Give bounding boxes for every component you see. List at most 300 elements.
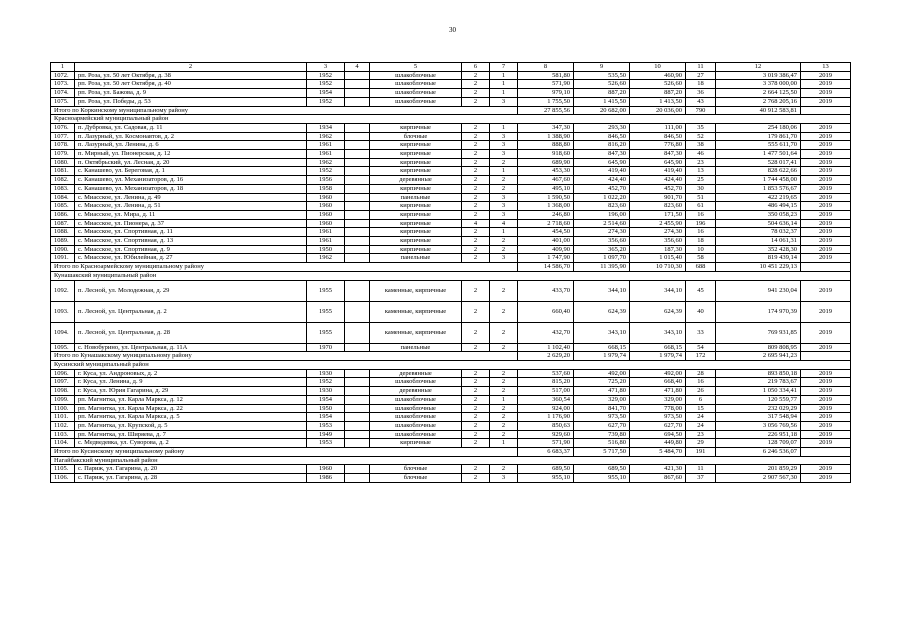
header-cell: 10	[630, 63, 686, 72]
table-cell: 2019	[801, 322, 851, 343]
table-cell: 2019	[801, 301, 851, 322]
table-cell: 1104.	[51, 439, 75, 448]
table-cell: 24	[686, 421, 716, 430]
total-cell: 40 912 583,81	[716, 106, 801, 115]
table-row	[51, 413, 851, 422]
table-cell: 4	[490, 219, 518, 228]
table-cell: 2	[490, 413, 518, 422]
table-cell: 2	[462, 322, 490, 343]
table-cell: 1961	[307, 150, 345, 159]
table-cell: 2019	[801, 176, 851, 185]
table-cell: шлакоблочные	[370, 80, 462, 89]
table-cell: 452,70	[630, 184, 686, 193]
table-cell: кирпичные	[370, 219, 462, 228]
table-cell: 179 861,70	[716, 132, 801, 141]
table-cell: 1960	[307, 193, 345, 202]
table-cell: 979,10	[518, 89, 574, 98]
table-cell: кирпичные	[370, 245, 462, 254]
header-cell: 3	[307, 63, 345, 72]
total-cell: 1 979,74	[574, 352, 630, 361]
table-cell: 645,90	[574, 158, 630, 167]
table-row	[51, 132, 851, 141]
header-cell: 9	[574, 63, 630, 72]
table-cell: 467,60	[518, 176, 574, 185]
table-cell: 668,40	[630, 378, 686, 387]
table-cell	[345, 254, 370, 263]
table-cell: 1955	[307, 322, 345, 343]
table-cell: 2019	[801, 254, 851, 263]
table-cell: 2019	[801, 395, 851, 404]
table-row	[51, 254, 851, 263]
table-cell: 2	[462, 343, 490, 352]
total-cell	[801, 106, 851, 115]
table-cell: 1097.	[51, 378, 75, 387]
table-cell: 2	[490, 387, 518, 396]
total-cell: 10 710,30	[630, 263, 686, 272]
table-cell: 973,50	[574, 413, 630, 422]
table-cell: 1961	[307, 141, 345, 150]
table-cell: 1 022,20	[574, 193, 630, 202]
table-cell: рп. Магнитка, ул. Ширяева, д. 7	[75, 430, 307, 439]
table-row	[51, 176, 851, 185]
table-cell: 1	[490, 123, 518, 132]
table-cell: 16	[686, 378, 716, 387]
table-cell: с. Миасское, ул. Спортивная, д. 9	[75, 245, 307, 254]
total-cell: 5 484,70	[630, 448, 686, 457]
table-cell: 196,00	[574, 210, 630, 219]
table-cell: шлакоблочные	[370, 395, 462, 404]
table-cell	[345, 123, 370, 132]
table-cell: с. Миасское, ул. Ленина, д. 51	[75, 202, 307, 211]
table-cell: 1	[490, 228, 518, 237]
table-cell: 495,10	[518, 184, 574, 193]
table-row	[51, 280, 851, 301]
table-cell: с. Канашево, ул. Механизаторов, д. 18	[75, 184, 307, 193]
table-row	[51, 237, 851, 246]
table-cell: 1	[490, 439, 518, 448]
table-cell: 1 102,40	[518, 343, 574, 352]
table-cell: 2	[462, 132, 490, 141]
table-cell: деревянные	[370, 176, 462, 185]
table-cell	[345, 404, 370, 413]
table-cell: 555 611,70	[716, 141, 801, 150]
table-cell	[345, 245, 370, 254]
table-cell: г. Куса, ул. Ленина, д. 9	[75, 378, 307, 387]
table-cell: 1082.	[51, 176, 75, 185]
table-cell: 1 050 334,41	[716, 387, 801, 396]
table-cell: 2019	[801, 474, 851, 483]
table-cell: 2019	[801, 237, 851, 246]
table-cell: 2 768 205,16	[716, 97, 801, 106]
table-cell: 1 097,70	[574, 254, 630, 263]
table-cell: 1079.	[51, 150, 75, 159]
total-cell: 172	[686, 352, 716, 361]
table-cell: 1	[490, 167, 518, 176]
table-cell: 33	[686, 322, 716, 343]
table-row	[51, 210, 851, 219]
table-cell	[345, 176, 370, 185]
total-cell: 20 682,00	[574, 106, 630, 115]
table-cell: 1099.	[51, 395, 75, 404]
table-cell: 128 709,07	[716, 439, 801, 448]
total-cell: 6 246 536,07	[716, 448, 801, 457]
table-cell: 6	[686, 395, 716, 404]
table-cell: 504 636,14	[716, 219, 801, 228]
table-row	[51, 123, 851, 132]
table-cell: 537,60	[518, 369, 574, 378]
table-cell: 2019	[801, 158, 851, 167]
table-cell: 2	[462, 150, 490, 159]
table-cell: 35	[686, 123, 716, 132]
table-cell: 15	[686, 404, 716, 413]
table-cell: 2	[462, 193, 490, 202]
table-cell: 816,20	[574, 141, 630, 150]
table-cell: 1090.	[51, 245, 75, 254]
total-cell: 1 979,74	[630, 352, 686, 361]
table-cell: 343,10	[630, 322, 686, 343]
table-row	[51, 421, 851, 430]
table-cell: рп. Роза, ул. Бажова, д. 9	[75, 89, 307, 98]
table-cell	[345, 430, 370, 439]
table-cell: 2	[490, 404, 518, 413]
table-cell: 2	[490, 158, 518, 167]
table-cell: 1	[490, 395, 518, 404]
table-cell: 1 590,50	[518, 193, 574, 202]
table-cell: 2	[462, 228, 490, 237]
table-cell: 422 219,65	[716, 193, 801, 202]
table-cell: 624,39	[630, 301, 686, 322]
table-cell: 924,00	[518, 404, 574, 413]
table-cell: 624,39	[574, 301, 630, 322]
table-cell: 2	[462, 378, 490, 387]
total-cell: 790	[686, 106, 716, 115]
table-cell: 2019	[801, 97, 851, 106]
table-cell	[345, 89, 370, 98]
header-cell: 6	[462, 63, 490, 72]
table-cell: кирпичные	[370, 150, 462, 159]
table-cell: 454,50	[518, 228, 574, 237]
total-cell	[801, 448, 851, 457]
total-row	[51, 352, 851, 361]
table-cell: г. Куса, ул. Андроновых, д. 2	[75, 369, 307, 378]
table-cell: 1 477 501,64	[716, 150, 801, 159]
table-cell: 2019	[801, 184, 851, 193]
table-cell: 174 970,39	[716, 301, 801, 322]
table-cell: 2	[462, 430, 490, 439]
table-cell: 2 907 567,30	[716, 474, 801, 483]
table-cell: 23	[686, 430, 716, 439]
table-cell: 1955	[307, 301, 345, 322]
table-cell: 1960	[307, 219, 345, 228]
table-cell: 2 455,90	[630, 219, 686, 228]
table-cell: 78 032,37	[716, 228, 801, 237]
table-cell: 419,40	[630, 167, 686, 176]
table-row	[51, 465, 851, 474]
section-title: Кунашакский муниципальный район	[51, 271, 851, 280]
total-cell: 5 717,50	[574, 448, 630, 457]
table-cell: 526,60	[574, 80, 630, 89]
table-cell	[345, 80, 370, 89]
table-cell: 486 494,15	[716, 202, 801, 211]
table-cell: рп. Магнитка, ул. Крупской, д. 5	[75, 421, 307, 430]
table-cell: 344,10	[574, 280, 630, 301]
table-row	[51, 395, 851, 404]
table-cell: 2	[462, 141, 490, 150]
table-cell: шлакоблочные	[370, 97, 462, 106]
table-cell: рп. Роза, ул. 50 лет Октября, д. 40	[75, 80, 307, 89]
table-cell: каменные, кирпичные	[370, 301, 462, 322]
table-cell	[345, 474, 370, 483]
table-cell: 1958	[307, 184, 345, 193]
table-cell: 725,20	[574, 378, 630, 387]
table-cell: 1080.	[51, 158, 75, 167]
table-cell: кирпичные	[370, 439, 462, 448]
table-cell: п. Лесной, ул. Молодежная, д. 29	[75, 280, 307, 301]
table-cell: 1930	[307, 369, 345, 378]
table-cell: 2019	[801, 378, 851, 387]
table-cell: 2	[462, 89, 490, 98]
table-cell: 867,60	[630, 474, 686, 483]
header-cell: 13	[801, 63, 851, 72]
total-cell: 14 586,70	[518, 263, 574, 272]
table-cell: 120 559,77	[716, 395, 801, 404]
table-cell: 739,80	[574, 430, 630, 439]
header-cell: 7	[490, 63, 518, 72]
table-cell: 3	[490, 141, 518, 150]
table-cell: 918,60	[518, 150, 574, 159]
table-cell: 471,80	[574, 387, 630, 396]
table-cell: 1961	[307, 228, 345, 237]
table-cell: кирпичные	[370, 228, 462, 237]
table-cell: 1103.	[51, 430, 75, 439]
table-cell: п. Мирный, ул. Пионерская, д. 12	[75, 150, 307, 159]
table-cell: кирпичные	[370, 123, 462, 132]
table-cell: шлакоблочные	[370, 378, 462, 387]
table-cell: 2019	[801, 193, 851, 202]
table-cell: 2	[462, 71, 490, 80]
table-cell: 432,70	[518, 322, 574, 343]
table-cell: кирпичные	[370, 202, 462, 211]
total-label: Итого по Кусинскому муниципальному району	[51, 448, 518, 457]
table-cell: 37	[686, 474, 716, 483]
table-cell: 2	[490, 237, 518, 246]
table-cell: 2	[462, 301, 490, 322]
table-row	[51, 184, 851, 193]
table-cell: 36	[686, 89, 716, 98]
total-cell: 27 855,56	[518, 106, 574, 115]
table-cell: 846,50	[630, 132, 686, 141]
table-cell: шлакоблочные	[370, 413, 462, 422]
table-cell: 2019	[801, 439, 851, 448]
table-cell: 1953	[307, 439, 345, 448]
table-cell	[345, 387, 370, 396]
table-cell: 3 378 000,00	[716, 80, 801, 89]
table-cell: 2019	[801, 219, 851, 228]
table-cell: 360,54	[518, 395, 574, 404]
table-cell: 2	[490, 430, 518, 439]
table-cell: 2	[490, 301, 518, 322]
table-cell: 1095.	[51, 343, 75, 352]
table-cell: 1075.	[51, 97, 75, 106]
table-cell: 2	[490, 176, 518, 185]
table-cell: 2019	[801, 89, 851, 98]
table-cell: 1077.	[51, 132, 75, 141]
table-cell: 1092.	[51, 280, 75, 301]
table-cell: 350 058,23	[716, 210, 801, 219]
table-cell: с. Миасское, ул. Пионера, д. 37	[75, 219, 307, 228]
table-cell: 1093.	[51, 301, 75, 322]
table-cell: 955,10	[574, 474, 630, 483]
table-cell: с. Канашево, ул. Береговая, д. 1	[75, 167, 307, 176]
table-cell: 1073.	[51, 80, 75, 89]
table-cell: 645,90	[630, 158, 686, 167]
table-cell: 1970	[307, 343, 345, 352]
table-cell: 3	[490, 132, 518, 141]
table-cell: каменные, кирпичные	[370, 280, 462, 301]
table-cell: с. Миасское, ул. Спортивная, д. 11	[75, 228, 307, 237]
table-cell: 809 808,95	[716, 343, 801, 352]
table-cell: деревянные	[370, 369, 462, 378]
table-cell: 2019	[801, 280, 851, 301]
table-cell: 24	[686, 413, 716, 422]
table-cell: 1 747,90	[518, 254, 574, 263]
table-row	[51, 245, 851, 254]
table-cell: 973,50	[630, 413, 686, 422]
table-cell: 2	[462, 413, 490, 422]
table-cell: 196	[686, 219, 716, 228]
table-cell: 1 415,50	[574, 97, 630, 106]
table-cell: 517,00	[518, 387, 574, 396]
table-cell: шлакоблочные	[370, 71, 462, 80]
table-cell: 1960	[307, 210, 345, 219]
table-cell: шлакоблочные	[370, 89, 462, 98]
table-cell: шлакоблочные	[370, 404, 462, 413]
total-cell: 11 395,90	[574, 263, 630, 272]
table-cell: 18	[686, 80, 716, 89]
table-cell: кирпичные	[370, 141, 462, 150]
section-row	[51, 271, 851, 280]
table-cell: 2019	[801, 245, 851, 254]
table-cell	[345, 167, 370, 176]
table-cell: блочные	[370, 465, 462, 474]
total-row	[51, 106, 851, 115]
table-cell: с. Канашево, ул. Механизаторов, д. 16	[75, 176, 307, 185]
table-cell	[345, 343, 370, 352]
table-cell: 1954	[307, 395, 345, 404]
table-cell: п. Октябрьский, ул. Лесная, д. 20	[75, 158, 307, 167]
table-cell: 2019	[801, 71, 851, 80]
table-row	[51, 474, 851, 483]
table-cell: 668,15	[630, 343, 686, 352]
table-cell: 1960	[307, 202, 345, 211]
table-cell: 1074.	[51, 89, 75, 98]
table-row	[51, 71, 851, 80]
table-cell: с. Медведевка, ул. Суворова, д. 2	[75, 439, 307, 448]
table-cell: 1088.	[51, 228, 75, 237]
table-cell: 2	[490, 465, 518, 474]
table-cell: 571,90	[518, 80, 574, 89]
table-cell: 2	[490, 369, 518, 378]
table-cell: 424,40	[630, 176, 686, 185]
table-cell: 14 061,31	[716, 237, 801, 246]
table-cell: 846,50	[574, 132, 630, 141]
table-cell: 689,50	[574, 465, 630, 474]
table-cell: 2019	[801, 430, 851, 439]
table-cell: 449,80	[630, 439, 686, 448]
table-cell: 3	[490, 210, 518, 219]
table-cell	[345, 193, 370, 202]
table-cell	[345, 465, 370, 474]
table-cell	[345, 150, 370, 159]
table-body	[51, 63, 851, 483]
table-cell: 1 755,50	[518, 97, 574, 106]
table-cell: 16	[686, 210, 716, 219]
header-cell: 2	[75, 63, 307, 72]
table-cell: 847,30	[630, 150, 686, 159]
table-cell: 365,20	[574, 245, 630, 254]
table-cell: 1956	[307, 176, 345, 185]
table-cell: 627,70	[574, 421, 630, 430]
table-cell: 61	[686, 202, 716, 211]
table-row	[51, 193, 851, 202]
table-cell: 274,30	[574, 228, 630, 237]
table-cell: 1094.	[51, 322, 75, 343]
table-cell: 2019	[801, 150, 851, 159]
table-cell: 2	[462, 404, 490, 413]
table-cell: блочные	[370, 474, 462, 483]
table-cell: 26	[686, 387, 716, 396]
table-cell: п. Лесной, ул. Центральная, д. 28	[75, 322, 307, 343]
table-cell: 409,90	[518, 245, 574, 254]
table-row	[51, 97, 851, 106]
table-cell: 1 853 576,67	[716, 184, 801, 193]
table-cell: 1952	[307, 378, 345, 387]
table-cell: 689,90	[518, 158, 574, 167]
table-cell: 627,70	[630, 421, 686, 430]
table-cell: 581,80	[518, 71, 574, 80]
table-cell	[345, 395, 370, 404]
table-cell: 776,80	[630, 141, 686, 150]
total-cell: 6 683,37	[518, 448, 574, 457]
table-cell: 421,30	[630, 465, 686, 474]
table-cell: 1952	[307, 167, 345, 176]
section-row	[51, 360, 851, 369]
table-row	[51, 167, 851, 176]
table-cell: 2	[462, 465, 490, 474]
table-cell: 2	[462, 176, 490, 185]
table-row	[51, 80, 851, 89]
table-cell: 352 428,30	[716, 245, 801, 254]
table-cell: 58	[686, 254, 716, 263]
table-cell: 1954	[307, 89, 345, 98]
table-cell: с. Миасское, ул. Юбилейная, д. 27	[75, 254, 307, 263]
total-cell: 688	[686, 263, 716, 272]
table-cell: 2	[462, 254, 490, 263]
table-cell: 1954	[307, 413, 345, 422]
table-cell: 1962	[307, 254, 345, 263]
table-cell: 25	[686, 176, 716, 185]
table-row	[51, 158, 851, 167]
table-cell: 2019	[801, 141, 851, 150]
table-cell: 955,10	[518, 474, 574, 483]
table-cell: 2019	[801, 343, 851, 352]
table-cell: 2019	[801, 228, 851, 237]
table-cell	[345, 421, 370, 430]
table-cell: 1962	[307, 158, 345, 167]
table-row	[51, 439, 851, 448]
table-cell	[345, 439, 370, 448]
table-cell: 293,30	[574, 123, 630, 132]
